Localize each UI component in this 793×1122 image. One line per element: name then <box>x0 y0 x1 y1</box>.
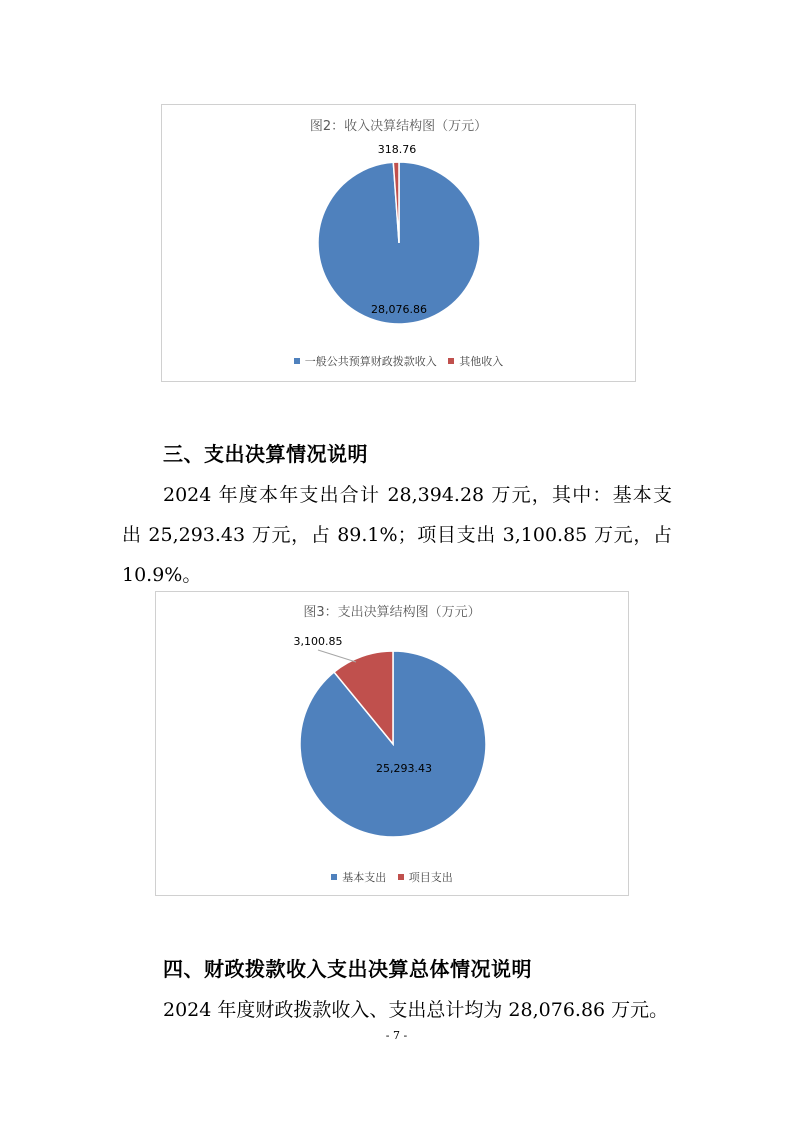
legend-swatch-icon <box>294 358 300 364</box>
data-label: 25,293.43 <box>376 762 432 775</box>
income-chart-title: 图2：收入决算结构图（万元） <box>309 119 488 134</box>
income-legend <box>162 353 635 369</box>
legend-label: 一般公共预算财政拨款收入 <box>304 355 437 368</box>
section4-heading: 四、财政拨款收入支出决算总体情况说明 <box>163 957 532 981</box>
legend-swatch-icon <box>448 358 454 364</box>
income-pie <box>162 105 635 381</box>
income-chart <box>161 104 636 382</box>
section3-heading: 三、支出决算情况说明 <box>163 442 368 466</box>
section3-line-3: 10.9%。 <box>122 564 202 586</box>
page-number: - 7 - <box>385 1029 408 1042</box>
legend-swatch-icon <box>331 874 337 880</box>
legend-item-project-expense <box>398 869 453 885</box>
legend-label: 基本支出 <box>342 871 387 884</box>
legend-item-other-income <box>448 353 503 369</box>
section3-line-2: 出 25,293.43 万元，占 89.1%；项目支出 3,100.85 万元，占 <box>122 524 672 546</box>
legend-label: 项目支出 <box>408 871 453 884</box>
section3-line-1: 2024 年度本年支出合计 28,394.28 万元，其中：基本支 <box>163 484 672 506</box>
data-label: 3,100.85 <box>293 635 343 648</box>
data-label: 318.76 <box>377 143 417 156</box>
data-label: 28,076.86 <box>371 303 427 316</box>
section4-line-1: 2024 年度财政拨款收入、支出总计均为 28,076.86 万元。 <box>163 999 669 1021</box>
legend-swatch-icon <box>398 874 404 880</box>
legend-item-basic-expense <box>331 869 386 885</box>
expense-legend <box>156 869 628 885</box>
leader-line <box>318 650 356 662</box>
legend-item-general-budget <box>294 353 437 369</box>
expense-chart <box>155 591 629 896</box>
expense-pie <box>156 592 628 895</box>
legend-label: 其他收入 <box>459 355 504 368</box>
expense-chart-title: 图3：支出决算结构图（万元） <box>303 605 481 620</box>
